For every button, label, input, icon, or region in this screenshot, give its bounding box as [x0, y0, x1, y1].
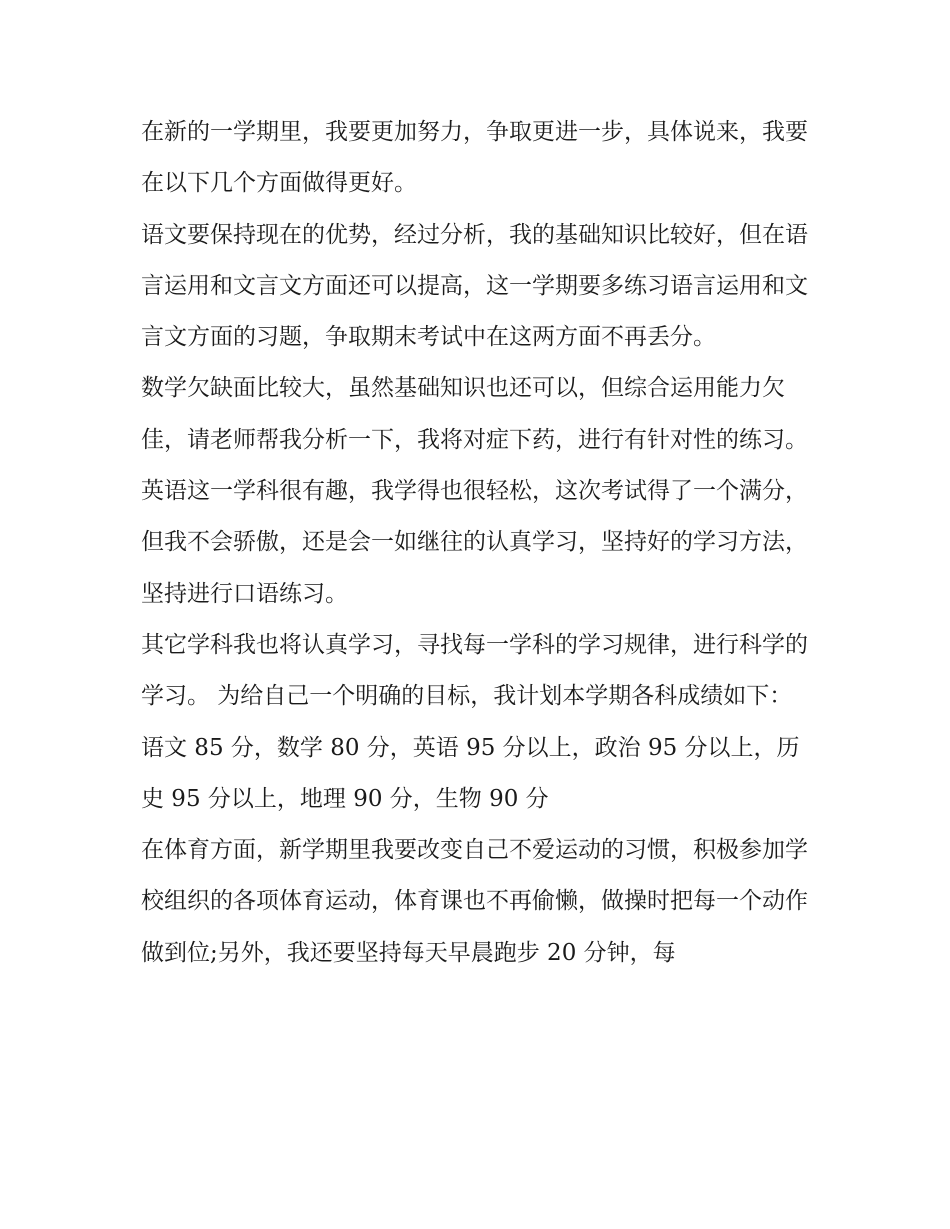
- paragraph-score-targets: 语文 85 分，数学 80 分，英语 95 分以上，政治 95 分以上，历史 95 分以上，地理 90 分，生物 90 分: [141, 734, 800, 812]
- paragraph-sports: 在体育方面，新学期里我要改变自己不爱运动的习惯，积极参加学校组织的各项体育运动，体育课也不再偷懒，做操时把每一个动作做到位;另外，我还要坚持每天早晨跑步 20 分钟，每: [141, 837, 808, 966]
- paragraph-chinese: 语文要保持现在的优势，经过分析，我的基础知识比较好，但在语言运用和文言文方面还可以提高，这一学期要多练习语言运用和文言文方面的习题，争取期末考试中在这两方面不再丢分。: [141, 221, 808, 351]
- paragraph-english: 英语这一学科很有趣，我学得也很轻松，这次考试得了一个满分，但我不会骄傲，还是会一如继往的认真学习，坚持好的学习方法，坚持进行口语练习。: [141, 478, 808, 607]
- paragraph-math: 数学欠缺面比较大，虽然基础知识也还可以，但综合运用能力欠佳，请老师帮我分析一下，我将对症下药，进行有针对性的练习。: [141, 375, 808, 453]
- paragraph-other-subjects: 其它学科我也将认真学习，寻找每一学科的学习规律，进行科学的学习。 为给自己一个明确的目标，我计划本学期各科成绩如下：: [141, 631, 808, 710]
- document-body: [141, 107, 821, 979]
- paragraph-intro: 在新的一学期里，我要更加努力，争取更进一步，具体说来，我要在以下几个方面做得更好。: [141, 119, 808, 197]
